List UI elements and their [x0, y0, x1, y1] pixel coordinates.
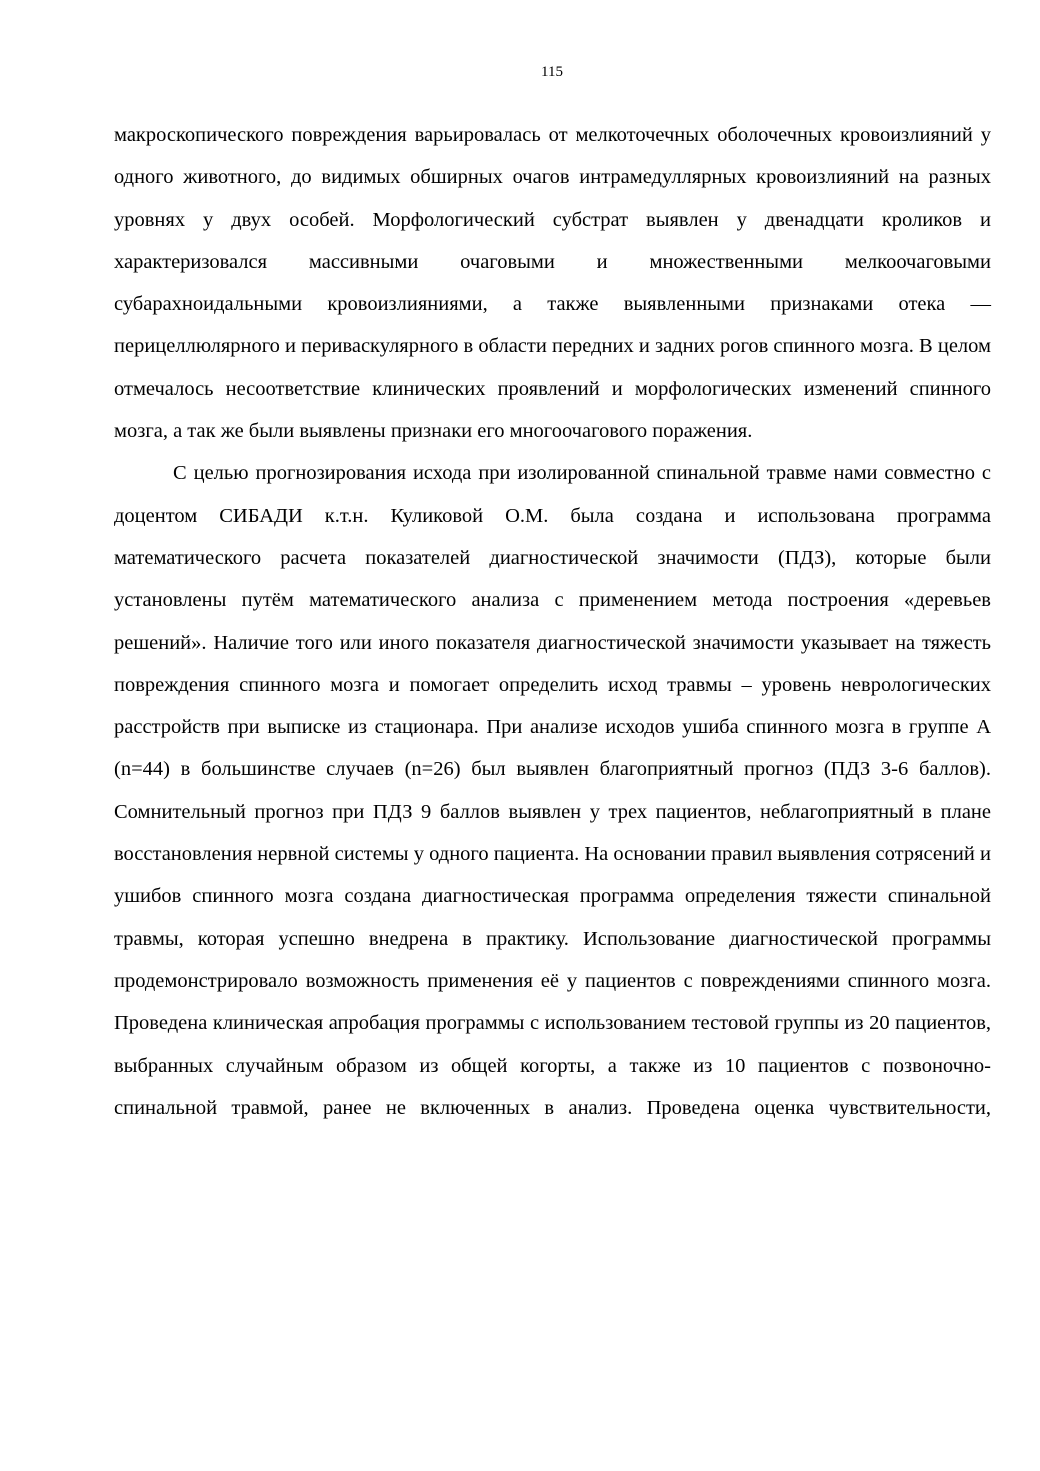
body-text: [114, 114, 991, 1129]
page-number: 115: [541, 64, 563, 80]
paragraph-experiment-results: макроскопического повреждения варьировалась от мелкоточечных оболочечных кровоизлияний у одного животного, до видимых обширных очагов интрамедуллярных кровоизлияний на разных уровнях у двух особей. Морфологический субстрат выявлен у двенадцати кроликов и характеризовался массивными очаговыми и множественными мелкоочаговыми субарахноидальными кровоизлияниями, а также выявленными признаками отека — перицеллюлярного и периваскулярного в области передних и задних рогов спинного мозга. В целом отмечалось несоответствие клинических проявлений и морфологических изменений спинного мозга, а так же были выявлены признаки его многоочагового поражения.: [114, 124, 991, 443]
paragraph-prognosis-program: С целью прогнозирования исхода при изолированной спинальной травме нами совместно с доцентом СИБАДИ к.т.н. Куликовой О.М. была создана и использована программа математического расчета показателей диагностической значимости (ПДЗ), которые были установлены путём математического анализа с применением метода построения «деревьев решений». Наличие того или иного показателя диагностической значимости указывает на тяжесть повреждения спинного мозга и помогает определить исход травмы – уровень неврологических расстройств при выписке из стационара. При анализе исходов ушиба спинного мозга в группе А (n=44) в большинстве случаев (n=26) был выявлен благоприятный прогноз (ПДЗ 3-6 баллов). Сомнительный прогноз при ПДЗ 9 баллов выявлен у трех пациентов, неблагоприятный в плане восстановления нервной системы у одного пациента. На основании правил выявления сотрясений и ушибов спинного мозга создана диагностическая программа определения тяжести спинальной травмы, которая успешно внедрена в практику. Использование диагностической программы продемонстрировало возможность применения её у пациентов с повреждениями спинного мозга. Проведена клиническая апробация программы с использованием тестовой группы из 20 пациентов, выбранных случайным образом из общей когорты, а также из 10 пациентов с позвоночно-спинальной травмой, ранее не включенных в анализ. Проведена оценка чувствительности,: [114, 462, 991, 1119]
